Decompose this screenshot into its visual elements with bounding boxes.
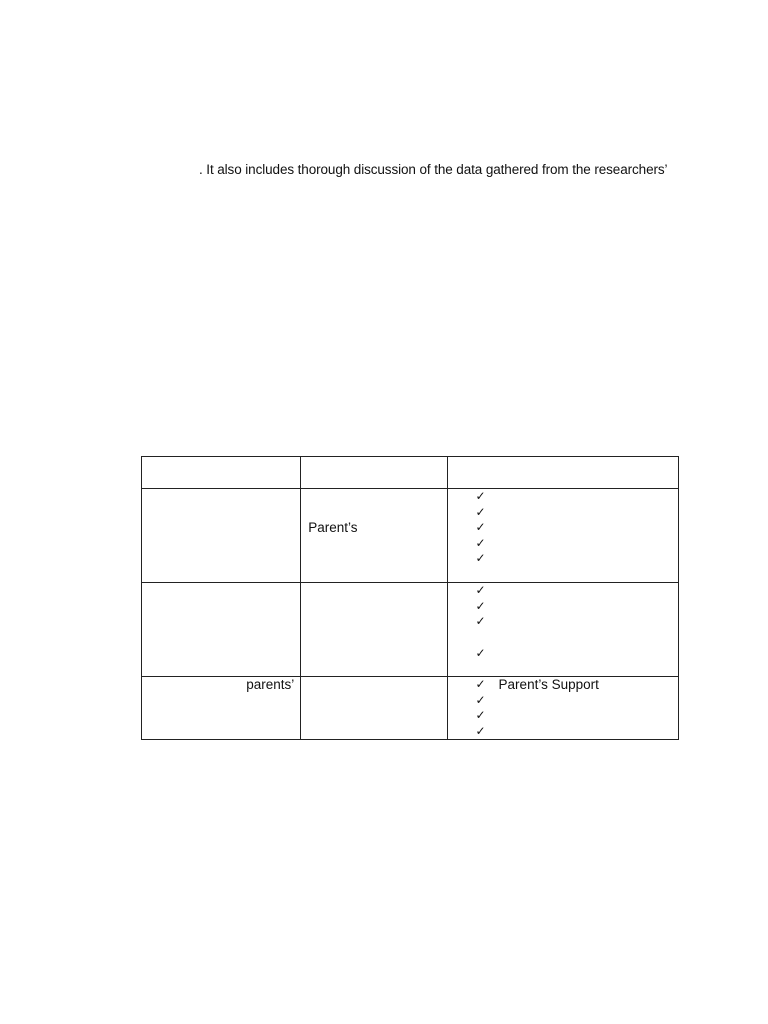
list-item — [476, 536, 490, 552]
list-item — [476, 693, 599, 709]
list-item — [476, 646, 490, 662]
table-row — [142, 583, 679, 677]
checkmark-icon: ✓ — [475, 708, 486, 723]
list-item — [476, 614, 490, 630]
checkmark-icon: ✓ — [475, 520, 486, 535]
list-item — [476, 505, 490, 521]
table-cell — [447, 489, 678, 583]
table-row — [142, 489, 679, 583]
table-header-row — [142, 457, 679, 489]
checklist-label: Parent’s Support — [498, 677, 599, 692]
table-cell — [447, 457, 678, 489]
table-cell — [142, 677, 301, 740]
table-cell — [301, 583, 447, 677]
list-item — [476, 724, 599, 740]
checkmark-icon: ✓ — [475, 504, 486, 519]
checkmark-icon: ✓ — [475, 598, 486, 613]
table-cell — [142, 583, 301, 677]
checkmark-icon: ✓ — [475, 489, 486, 503]
checkmark-icon: ✓ — [475, 614, 486, 629]
checkmark-icon: ✓ — [475, 692, 486, 707]
table-cell — [447, 677, 678, 740]
checkmark-icon: ✓ — [475, 551, 486, 566]
list-item — [476, 489, 490, 505]
cell-text: Parent’s — [308, 520, 358, 535]
table-cell — [447, 583, 678, 677]
list-item — [476, 708, 599, 724]
checklist — [476, 489, 490, 567]
checkmark-icon: ✓ — [475, 723, 486, 738]
table-cell — [301, 677, 447, 740]
data-table — [141, 456, 679, 740]
list-item — [476, 520, 490, 536]
table-cell — [301, 489, 447, 583]
table-cell — [142, 457, 301, 489]
checkmark-icon: ✓ — [475, 583, 486, 597]
checkmark-icon: ✓ — [475, 535, 486, 550]
table-row — [142, 677, 679, 740]
table-cell — [142, 489, 301, 583]
list-item — [476, 583, 490, 599]
checkmark-icon: ✓ — [475, 677, 486, 691]
intro-text-line: . It also includes thorough discussion of the data gathered from the researchers’ — [199, 162, 668, 177]
table-cell — [301, 457, 447, 489]
list-item — [476, 599, 490, 615]
cell-text: parents’ — [246, 677, 295, 692]
list-item — [476, 677, 599, 693]
list-item — [476, 551, 490, 567]
checklist — [476, 677, 599, 739]
checklist — [476, 583, 490, 661]
checkmark-icon: ✓ — [475, 645, 486, 660]
